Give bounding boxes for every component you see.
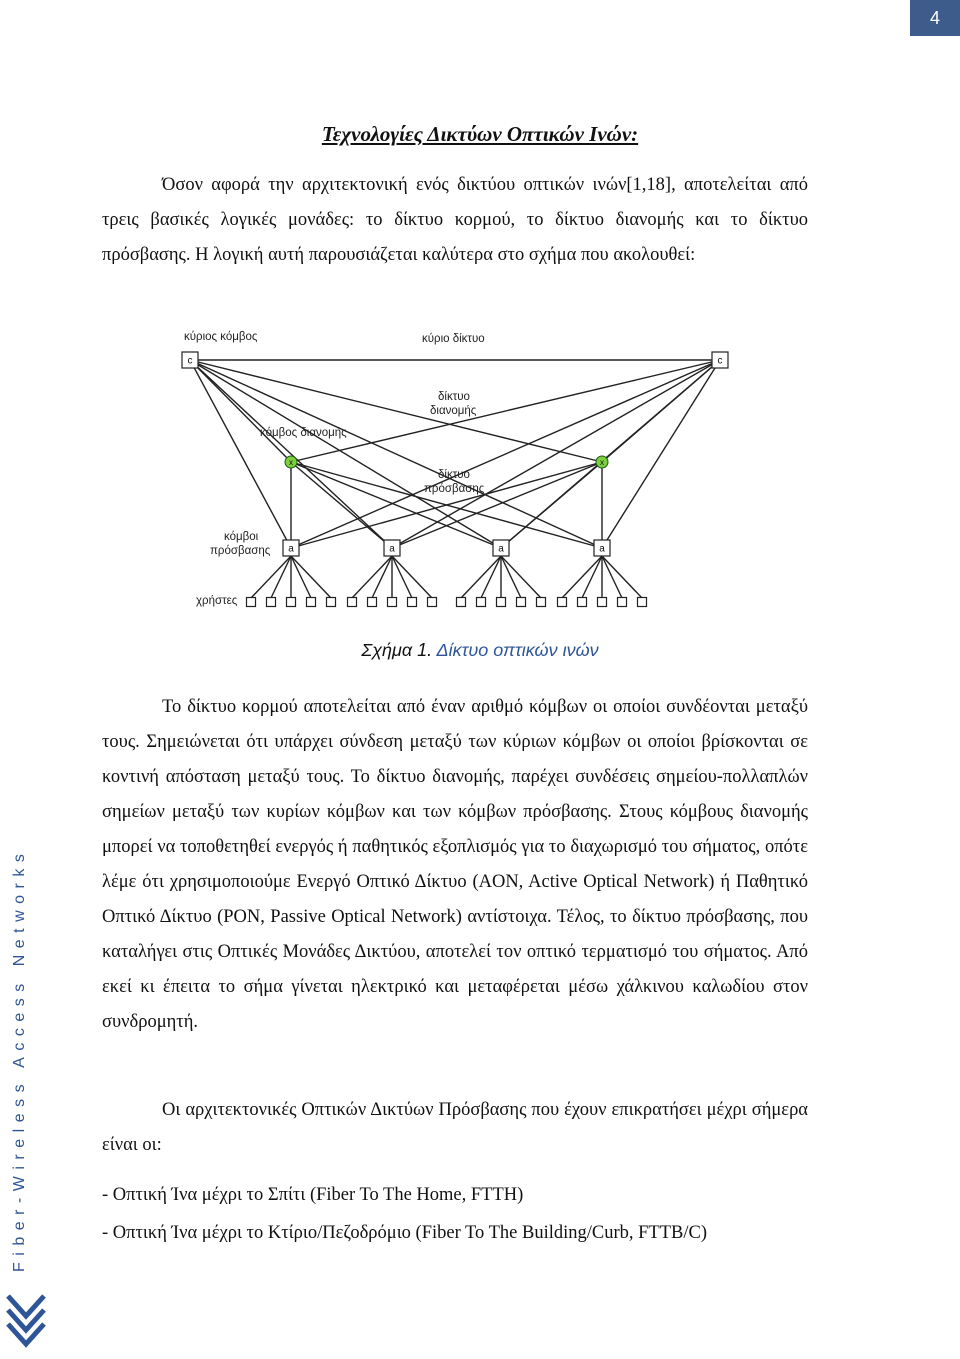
list-item-ftth: - Οπτική Ίνα μέχρι το Σπίτι (Fiber To The Home, FTTH) <box>102 1185 524 1205</box>
link-access-user <box>392 556 432 598</box>
user-node <box>388 598 397 607</box>
caption-text: Δίκτυο οπτικών ινών <box>432 640 599 660</box>
user-node <box>307 598 316 607</box>
list-item-fttb: - Οπτική Ίνα μέχρι το Κτίριο/Πεζοδρόμιο (Fiber To The Building/Curb, FTTB/C) <box>102 1223 707 1243</box>
label-access-network-1: δίκτυο <box>438 469 470 481</box>
link-access-user <box>501 556 521 598</box>
access-node <box>283 540 299 556</box>
user-node <box>477 598 486 607</box>
link-access-user <box>271 556 291 598</box>
core-node <box>712 352 728 368</box>
access-node <box>493 540 509 556</box>
link-core-access <box>602 360 720 548</box>
svg-text:c: c <box>187 355 193 367</box>
link-core-dist <box>190 360 602 462</box>
body-paragraph <box>102 690 808 1040</box>
user-node <box>517 598 526 607</box>
svg-text:c: c <box>717 355 723 367</box>
link-access-user <box>602 556 642 598</box>
side-banner: Fiber-Wireless Access Networks <box>11 847 28 1273</box>
user-node <box>457 598 466 607</box>
user-node <box>638 598 647 607</box>
link-core-dist <box>291 360 720 462</box>
intro-paragraph-text: Όσον αφορά την αρχιτεκτονική ενός δικτύου οπτικών ινών[1,18], αποτελείται από τρεις βασικές λογικές μονάδες: το δίκτυο κορμού, το δίκτυο διανομής και το δίκτυο πρόσβασης. Η λογική αυτή παρουσιάζεται καλύτερα στο σχήμα που ακολουθεί: <box>102 175 808 265</box>
distribution-node <box>596 456 608 468</box>
link-access-user <box>392 556 412 598</box>
link-access-user <box>461 556 501 598</box>
link-core-access <box>190 360 291 548</box>
user-node <box>287 598 296 607</box>
caption-prefix: Σχήμα 1. <box>361 640 433 660</box>
architectures-intro-paragraph <box>102 1093 808 1163</box>
user-node <box>537 598 546 607</box>
user-node <box>348 598 357 607</box>
user-node <box>618 598 627 607</box>
link-access-user <box>352 556 392 598</box>
user-node <box>247 598 256 607</box>
svg-text:a: a <box>498 543 504 555</box>
chevrons-logo-icon <box>4 1290 52 1350</box>
link-dist-access <box>392 462 602 548</box>
label-distribution-network-1: δίκτυο <box>438 391 470 403</box>
user-node <box>578 598 587 607</box>
label-users: χρήστες <box>196 595 238 607</box>
user-node <box>368 598 377 607</box>
link-dist-access <box>291 462 392 548</box>
link-dist-access <box>501 462 602 548</box>
svg-text:a: a <box>288 543 294 555</box>
architectures-intro-text: Οι αρχιτεκτονικές Οπτικών Δικτύων Πρόσβασης που έχουν επικρατήσει μέχρι σήμερα είναι οι: <box>102 1100 808 1155</box>
access-node <box>594 540 610 556</box>
link-access-user <box>562 556 602 598</box>
svg-text:x: x <box>289 458 293 467</box>
link-core-dist <box>190 360 291 462</box>
intro-paragraph <box>102 168 808 273</box>
link-access-user <box>481 556 501 598</box>
label-access-nodes-1: κόμβοι <box>224 531 259 543</box>
user-node <box>267 598 276 607</box>
link-access-user <box>291 556 331 598</box>
page-number-badge: 4 <box>910 0 960 36</box>
user-node <box>327 598 336 607</box>
link-access-user <box>582 556 602 598</box>
access-node <box>384 540 400 556</box>
link-access-user <box>602 556 622 598</box>
link-core-access <box>291 360 720 548</box>
label-distribution-network-2: διανομής <box>430 405 477 417</box>
body-paragraph-text: Το δίκτυο κορμού αποτελείται από έναν αριθμό κόμβων οι οποίοι συνδέονται μεταξύ τους. Σημειώνεται ότι υπάρχει σύνδεση μεταξύ των κύριων κόμβων οι οποίοι βρίσκονται σε κοντινή απόσταση μεταξύ τους. Το δίκτυο διανομής, παρέχει συνδέσεις σημείου-πολλαπλών σημείων μεταξύ των κυρίων κόμβων και των κόμβων πρόσβασης. Στους κόμβους διανομής μπορεί να τοποθετηθεί ενεργός ή παθητικός εξοπλισμός για το διαχωρισμό του σήματος, οπότε λέμε ότι χρησιμοποιούμε Ενεργό Οπτικό Δίκτυο (AON, Active Optical Network) ή Παθητικό Οπτικό Δίκτυο (PON, Passive Optical Network) αντίστοιχα. Τέλος, το δίκτυο πρόσβασης, που καταλήγει στις Οπτικές Μονάδες Δικτύου, αποτελεί τον οπτικό τερματισμό του σήματος. Από εκεί κι έπειτα το σήμα γίνεται ηλεκτρικό και μεταφέρεται μέσω χάλκινου καλωδίου στον συνδρομητή. <box>102 697 808 1032</box>
distribution-node <box>285 456 297 468</box>
user-node <box>497 598 506 607</box>
label-access-nodes-2: πρόσβασης <box>210 545 271 557</box>
svg-text:a: a <box>389 543 395 555</box>
link-core-access <box>190 360 602 548</box>
label-core-network: κύριο δίκτυο <box>422 333 485 345</box>
user-node <box>408 598 417 607</box>
label-distribution-node: κόμβος διανομής <box>260 427 347 439</box>
user-node <box>558 598 567 607</box>
user-node <box>598 598 607 607</box>
section-title: Τεχνολογίες Δικτύων Οπτικών Ινών: <box>321 122 639 146</box>
link-access-user <box>251 556 291 598</box>
network-architecture-figure <box>170 326 740 616</box>
core-node <box>182 352 198 368</box>
link-core-access <box>190 360 501 548</box>
label-access-network-2: πρόσβασης <box>424 483 485 495</box>
link-access-user <box>501 556 541 598</box>
figure-caption <box>0 640 960 661</box>
svg-text:a: a <box>599 543 605 555</box>
label-core-node: κύριος κόμβος <box>184 331 258 343</box>
user-node <box>428 598 437 607</box>
link-access-user <box>372 556 392 598</box>
svg-text:x: x <box>600 458 604 467</box>
link-core-access <box>392 360 720 548</box>
link-access-user <box>291 556 311 598</box>
